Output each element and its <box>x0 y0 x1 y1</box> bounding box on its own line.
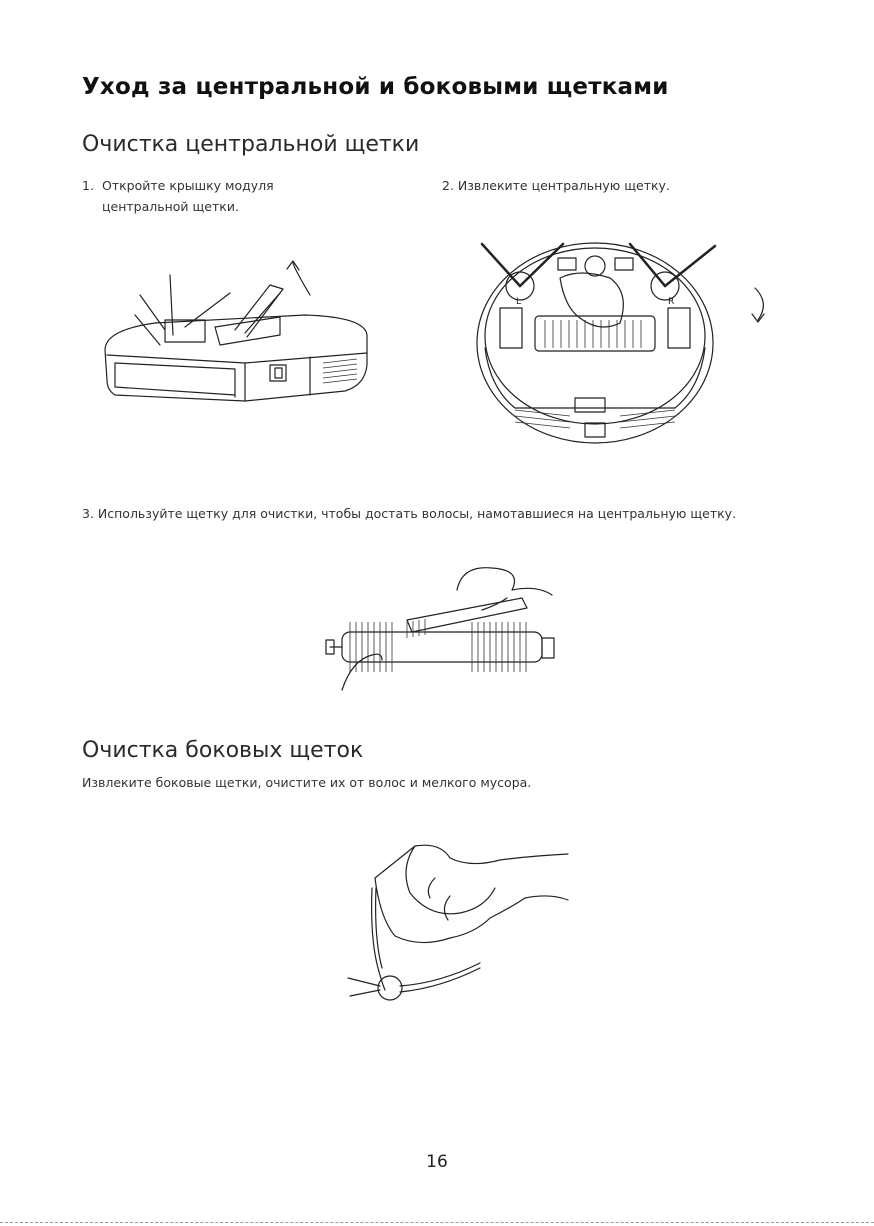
step-1-line-1: Откройте крышку модуля <box>102 178 274 193</box>
page-edge-divider <box>0 1222 874 1223</box>
page-title: Уход за центральной и боковыми щетками <box>82 74 669 100</box>
robot-underside-illustration <box>470 238 770 458</box>
brush-cleaning-tool-illustration <box>322 560 562 710</box>
step-1 <box>82 175 322 217</box>
step-3: 3. Используйте щетку для очистки, чтобы достать волосы, намотавшиеся на центральную щетку. <box>82 506 737 521</box>
page-number: 16 <box>426 1152 448 1172</box>
left-label: L <box>516 297 522 307</box>
side-brush-cleaning-illustration <box>340 838 580 1018</box>
robot-open-cover-illustration <box>95 255 385 415</box>
central-brush-heading: Очистка центральной щетки <box>82 132 420 157</box>
side-brushes-heading: Очистка боковых щеток <box>82 738 364 763</box>
side-brushes-text: Извлеките боковые щетки, очистите их от волос и мелкого мусора. <box>82 775 532 790</box>
step-1-number: 1. <box>82 178 94 193</box>
step-1-line-2: центральной щетки. <box>102 199 239 214</box>
right-label: R <box>668 297 675 307</box>
step-2: 2. Извлеките центральную щетку. <box>442 178 670 193</box>
